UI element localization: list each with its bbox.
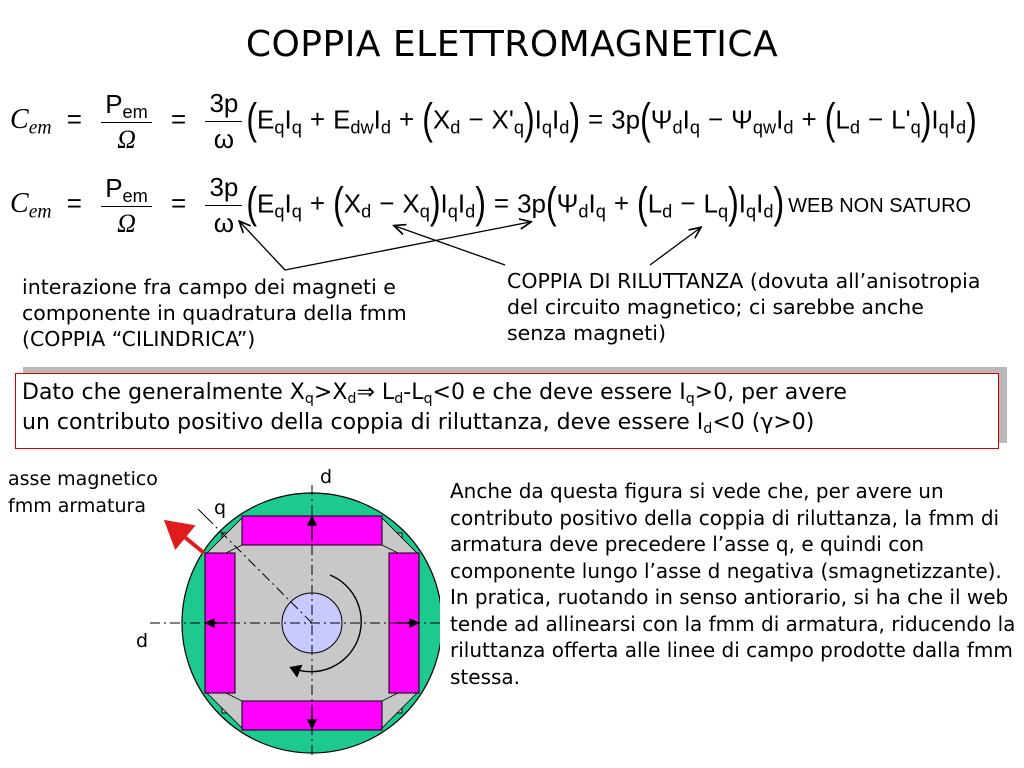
d-axis-label-left: d — [136, 630, 149, 652]
cylindrical-torque-note: interazione fra campo dei magneti e componente in quadratura della fmm (COPPIA “CILINDRICA”) — [22, 275, 407, 351]
page-title: COPPIA ELETTROMAGNETICA — [245, 24, 779, 65]
armature-mmf-axis-label: asse magnetico fmm armatura — [8, 468, 158, 517]
arrow-to-cylindrical-term — [240, 222, 285, 270]
armature-mmf-axis-arrow — [170, 525, 204, 553]
torque-equation-unsaturated: $C_{em}$ = $\frac{P_{em}}{\Omega}$ = $\frac{3p}{\omega}$ $(E_qI_q + (X_d - X_q)I_qI_d) = 3p(\Psi_dI_q + (L_d - L_q)I_qI_d)$ WEB NON SATURO — [10, 172, 972, 238]
condition-line-1: Dato che generalmente $X_q>X_d\Rightarrow$ $L_d-L_q<0$ e che deve essere $I_q>0$, per avere — [22, 380, 847, 407]
condition-line-2: un contributo positivo della coppia di riluttanza, deve essere $I_d<0$ (γ>0) — [22, 410, 815, 437]
torque-equation-general: $C_{em}$ = $\frac{P_{em}}{\Omega}$ = $\frac{3p}{\omega}$ $(E_qI_q + E_{dw}I_d + (X_d - X'_q)I_qI_d) = 3p(\Psi_dI_q - \Psi_{qw}I_d + (L_d - L'_q)I_qI_d)$ — [10, 88, 977, 154]
q-axis-label: q — [214, 497, 227, 519]
reluctance-torque-note: COPPIA DI RILUTTANZA (dovuta all’anisotropia del circuito magnetico; ci sarebbe anche senza magneti) — [507, 269, 981, 345]
q-axis-tail — [198, 509, 207, 518]
unsaturated-web-note: WEB NON SATURO — [788, 195, 972, 218]
arrow-to-psi-term — [285, 222, 530, 270]
power-over-speed-fraction: $\frac{P_{em}}{\Omega}$ — [101, 89, 152, 155]
arrow-to-reluctance-term-2 — [650, 228, 700, 265]
condition-box — [15, 373, 999, 449]
explanation-paragraph: Anche da questa figura si vede che, per avere un contributo positivo della coppia di riluttanza, la fmm di armatura deve precedere l’asse q, e quindi con componente lungo l’asse d negativa (smagnetizzante). In pratica, ruotando in senso antiorario, si ha che il web tende ad allinearsi con la fmm di armatura, riducendo la riluttanza offerta alle linee di campo prodotte dalla fmm stessa. — [450, 479, 1016, 689]
pole-factor-fraction: $\frac{3p}{\omega}$ — [205, 88, 242, 155]
d-axis-label-top: d — [320, 466, 333, 488]
torque-symbol: $C_{em}$ — [10, 104, 52, 139]
